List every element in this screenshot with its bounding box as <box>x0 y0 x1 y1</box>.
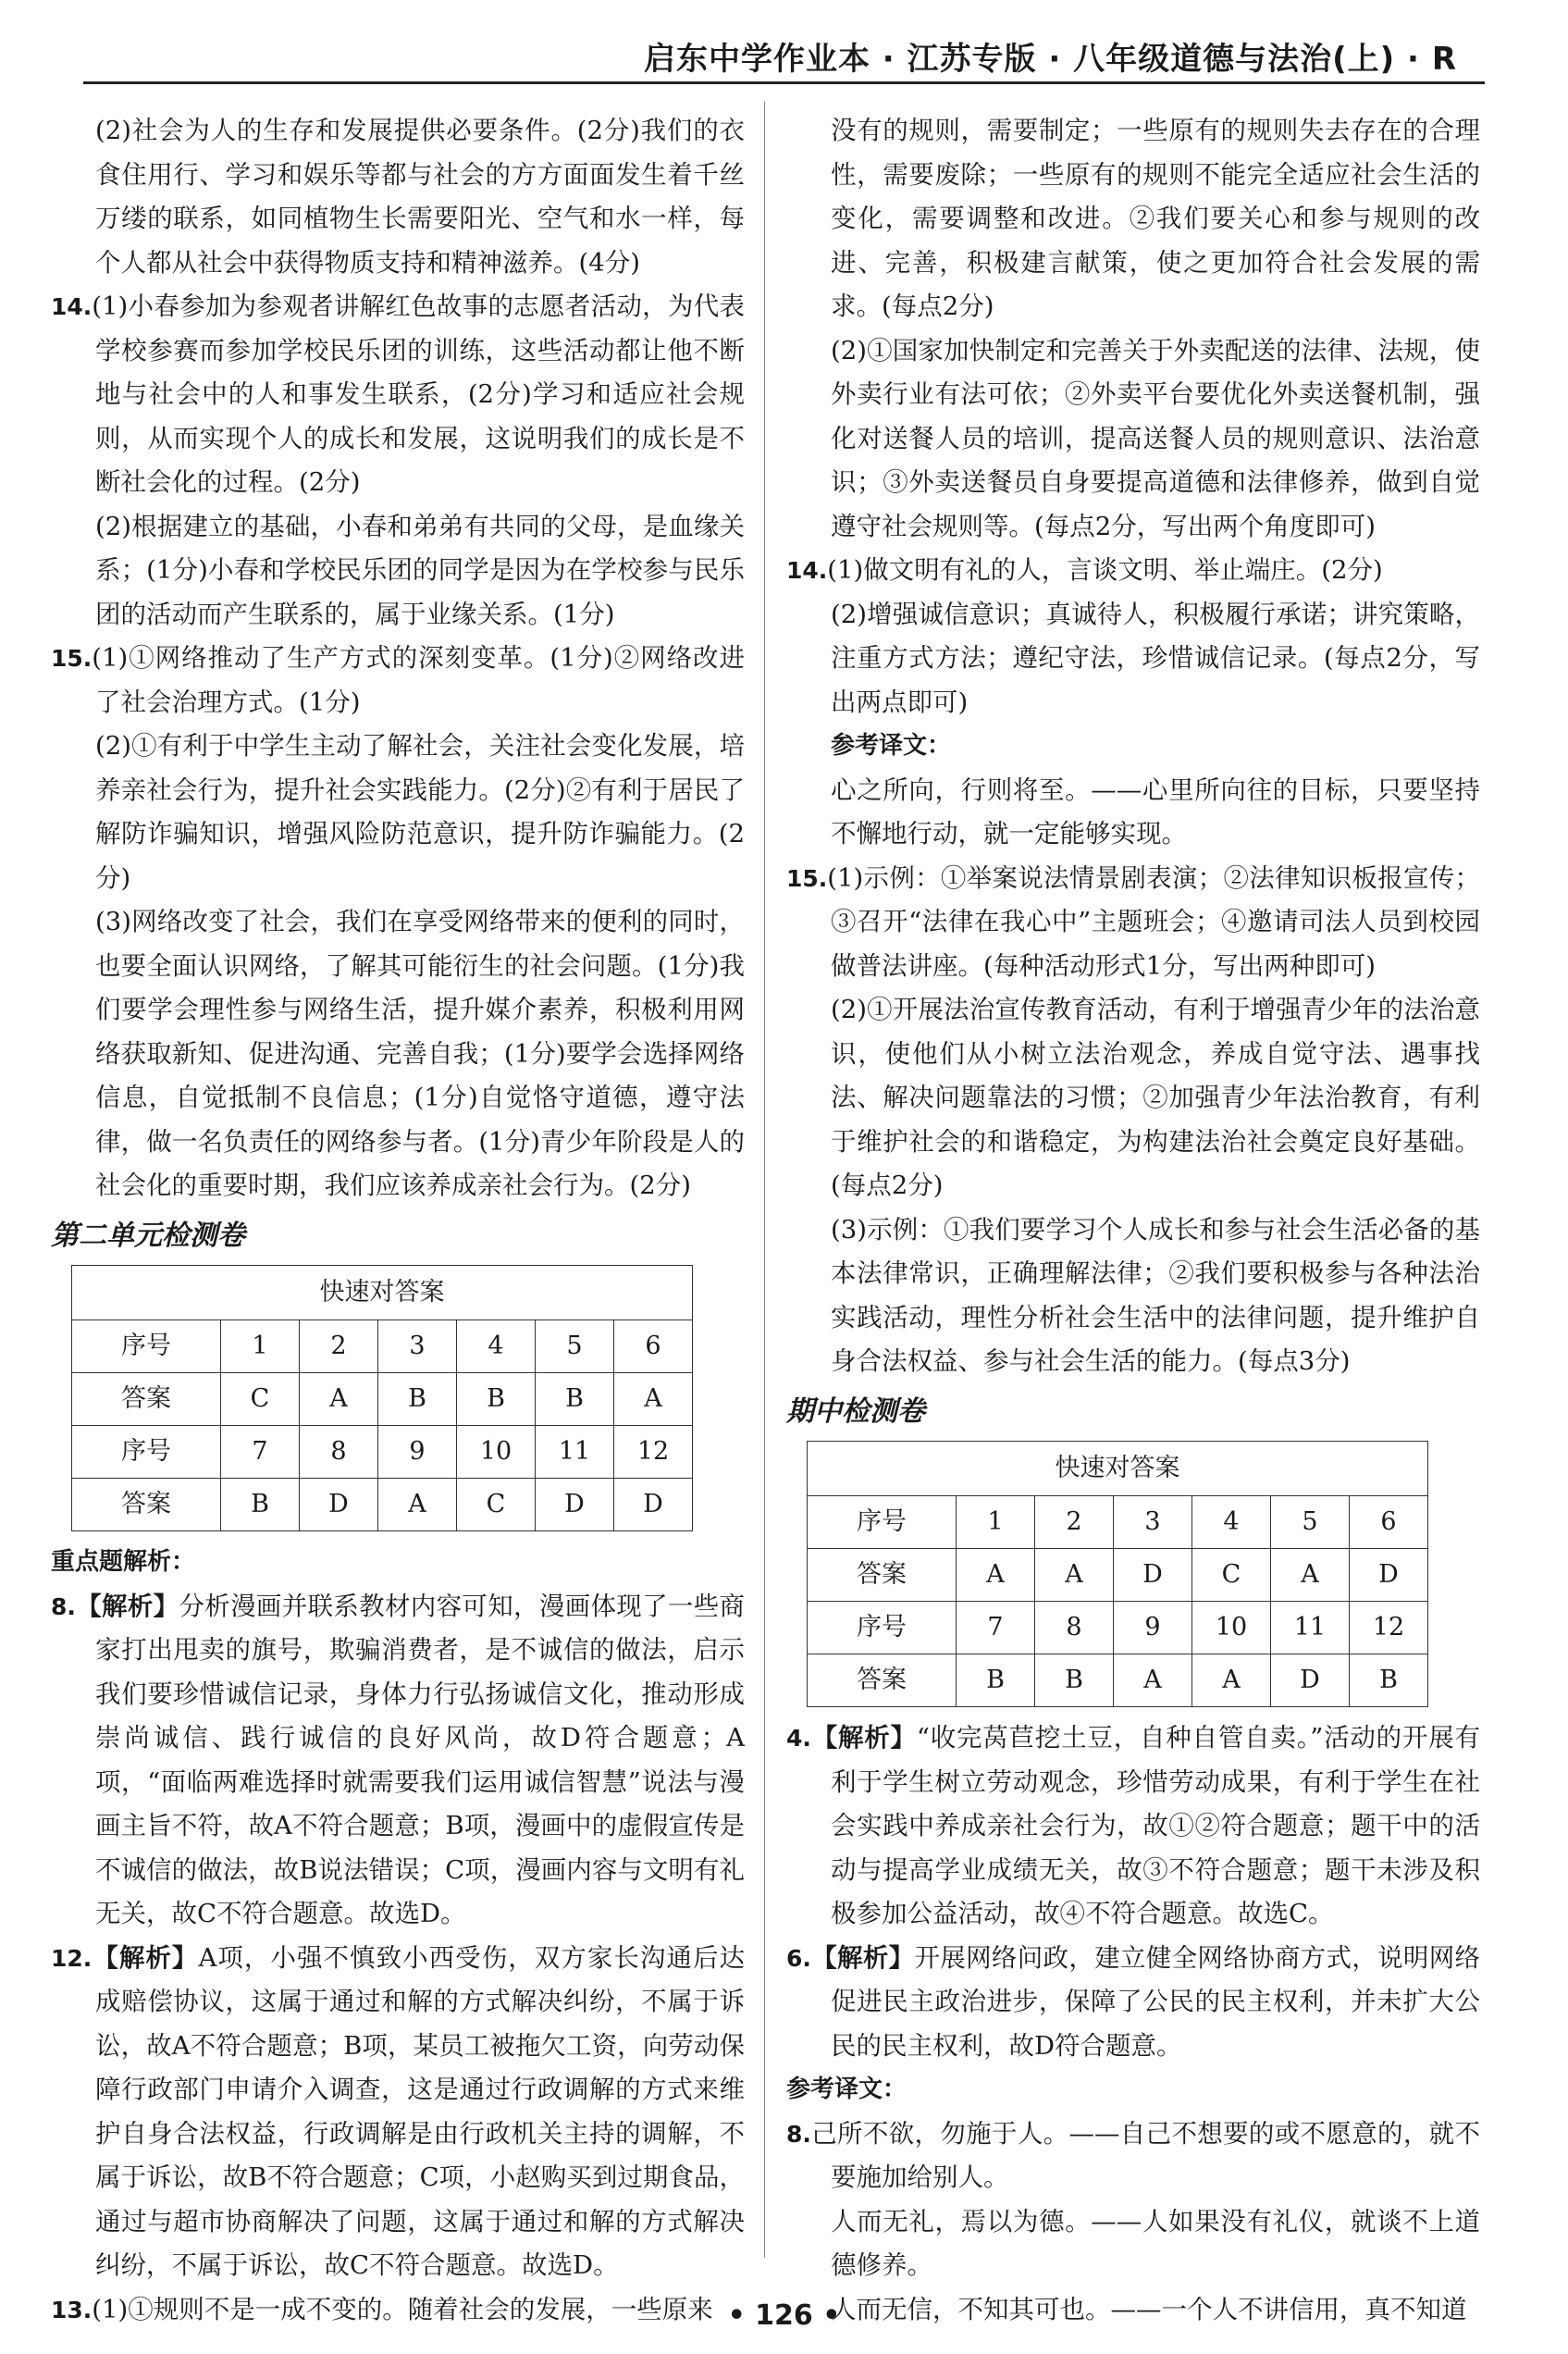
table-cell: 12 <box>614 1426 693 1479</box>
table-cell: 7 <box>221 1426 300 1479</box>
table-cell: C <box>221 1373 300 1426</box>
quick-answer-table-midterm <box>807 1441 1428 1707</box>
answer-14-1: (1)做文明有礼的人，言谈文明、举止端庄。(2分) <box>827 555 1383 585</box>
translation-8-a: 己所不欲，勿施于人。——自己不想要的或不愿意的，就不要施加给别人。 <box>810 2118 1480 2192</box>
table-cell: D <box>1114 1549 1192 1602</box>
table-cell: D <box>1350 1549 1428 1602</box>
left-column <box>51 109 745 2332</box>
translation-8 <box>786 2112 1480 2200</box>
answer-13-2: (2)①国家加快制定和完善关于外卖配送的法律、法规，使外卖行业有法可依；②外卖平台要优化外卖送餐机制，强化对送餐人员的培训，提高送餐人员的规则意识、法治意识；③外卖送餐员自身要提高道德和法律修养，做到自觉遵守社会规则等。(每点2分，写出两个角度即可) <box>831 335 1480 541</box>
table-cell: 11 <box>1271 1602 1350 1654</box>
table-cell: 4 <box>457 1320 536 1373</box>
row-label: 序号 <box>72 1320 221 1373</box>
answer-15-1: (1)①网络推动了生产方式的深刻变革。(1分)②网络改进了社会治理方式。(1分) <box>92 643 745 717</box>
answer-15-2: (2)①有利于中学生主动了解社会，关注社会变化发展，培养亲社会行为，提升社会实践能力。(2分)②有利于居民了解防诈骗知识，增强风险防范意识，提升防诈骗能力。(2分) <box>95 731 745 893</box>
table-caption: 快速对答案 <box>808 1442 1428 1496</box>
table-cell: 2 <box>300 1320 378 1373</box>
header-title: 启东中学作业本 · 江苏专版 · 八年级道德与法治(上) · R <box>643 41 1457 78</box>
table-cell: A <box>1192 1654 1271 1707</box>
table-cell: A <box>1271 1549 1350 1602</box>
answer-14-1: (1)小春参加为参观者讲解红色故事的志愿者活动，为代表学校参赛而参加学校民乐团的训练，这些活动都让他不断地与社会中的人和事发生联系，(2分)学习和适应社会规则，从而实现个人的成长和发展，这说明我们的成长是不断社会化的过程。(2分) <box>92 291 745 497</box>
table-row <box>72 1373 693 1426</box>
table-cell: 7 <box>957 1602 1035 1654</box>
answer-14 <box>786 549 1480 593</box>
question-number: 14. <box>51 293 93 320</box>
analysis-4 <box>786 1716 1480 1937</box>
analysis-text: “收完莴苣挖土豆，自种自管自卖。”活动的开展有利于学生树立劳动观念，珍惜劳动成果，有利于学生在社会实践中养成亲社会行为，故①②符合题意；题干中的活动与提高学业成绩无关，故③不符合题意；题干未涉及积极参加公益活动，故④不符合题意。故选C。 <box>831 1723 1480 1928</box>
key-analysis-title: 重点题解析： <box>51 1548 196 1576</box>
answer-15 <box>51 637 745 725</box>
question-number: 15. <box>786 864 828 892</box>
table-cell: C <box>1192 1549 1271 1602</box>
analysis-tag: 【解析】 <box>810 1723 917 1753</box>
question-number: 4. <box>786 1725 811 1752</box>
analysis-tag: 【解析】 <box>75 1591 179 1621</box>
table-cell: 2 <box>1035 1496 1114 1549</box>
table-cell: 12 <box>1350 1602 1428 1654</box>
table-cell: 9 <box>378 1426 457 1479</box>
reference-translation-title: 参考译文： <box>786 2075 907 2103</box>
answer-15-3: (3)网络改变了社会，我们在享受网络带来的便利的同时，也要全面认识网络，了解其可能衍生的社会问题。(1分)我们要学会理性参与网络生活，提升媒介素养，积极利用网络获取新知、促进沟通、完善自我；(1分)要学会选择网络信息，自觉抵制不良信息；(1分)自觉恪守道德，遵守法律，做一名负责任的网络参与者。(1分)青少年阶段是人的社会化的重要时期，我们应该养成亲社会行为。(2分) <box>95 907 745 1200</box>
analysis-tag: 【解析】 <box>92 1942 199 1973</box>
table-cell: A <box>378 1479 457 1531</box>
table-cell: 5 <box>536 1320 614 1373</box>
reference-translation: 心之所向，行则将至。——心里所向往的目标，只要坚持不懈地行动，就一定能够实现。 <box>831 774 1480 849</box>
table-cell: A <box>1035 1549 1114 1602</box>
table-cell: B <box>457 1373 536 1426</box>
table-cell: A <box>614 1373 693 1426</box>
question-number: 12. <box>51 1944 93 1972</box>
analysis-text: A项，小强不慎致小西受伤，双方家长沟通后达成赔偿协议，这属于通过和解的方式解决纠纷，不属于诉讼，故A不符合题意；B项，某员工被拖欠工资，向劳动保障行政部门申请介入调查，这是通过行政调解的方式来维护自身合法权益，行政调解是由行政机关主持的调解，不属于诉讼，故B不符合题意；C项，小赵购买到过期食品，通过与超市协商解决了问题，这属于通过和解的方式解决纠纷，不属于诉讼，故C不符合题意。故选D。 <box>95 1942 746 2280</box>
question-number: 13. <box>51 2296 93 2323</box>
analysis-12 <box>51 1937 745 2288</box>
table-row <box>808 1602 1428 1654</box>
answer-15 <box>786 857 1480 989</box>
answer-15-1: (1)示例：①举案说法情景剧表演；②法律知识板报宣传；③召开“法律在我心中”主题班会；④邀请司法人员到校园做普法讲座。(每种活动形式1分，写出两种即可) <box>827 862 1480 981</box>
table-row <box>808 1549 1428 1602</box>
table-cell: A <box>300 1373 378 1426</box>
table-cell: 10 <box>457 1426 536 1479</box>
table-row <box>808 1654 1428 1707</box>
answer-14-2: (2)根据建立的基础，小春和弟弟有共同的父母，是血缘关系；(1分)小春和学校民乐团的同学是因为在学校参与民乐团的活动而产生联系的，属于业缘关系。(1分) <box>95 511 745 629</box>
row-label: 答案 <box>72 1373 221 1426</box>
table-cell: B <box>1035 1654 1114 1707</box>
row-label: 答案 <box>72 1479 221 1531</box>
table-cell: 3 <box>378 1320 457 1373</box>
question-number: 14. <box>786 557 828 584</box>
table-cell: B <box>536 1373 614 1426</box>
table-cell: C <box>457 1479 536 1531</box>
table-cell: B <box>957 1654 1035 1707</box>
table-cell: B <box>1350 1654 1428 1707</box>
table-cell: 6 <box>1350 1496 1428 1549</box>
row-label: 答案 <box>808 1654 957 1707</box>
reference-translation-title: 参考译文： <box>831 732 952 760</box>
answer-13-1-cont: 没有的规则，需要制定；一些原有的规则失去存在的合理性，需要废除；一些原有的规则不能完全适应社会生活的变化，需要调整和改进。②我们要关心和参与规则的改进、完善，积极建言献策，使之更加符合社会发展的需求。(每点2分) <box>831 116 1480 321</box>
table-cell: 11 <box>536 1426 614 1479</box>
row-label: 序号 <box>72 1426 221 1479</box>
table-cell: 5 <box>1271 1496 1350 1549</box>
table-cell: 1 <box>221 1320 300 1373</box>
question-number: 8. <box>786 2120 811 2148</box>
table-cell: 6 <box>614 1320 693 1373</box>
page-header <box>83 26 1485 84</box>
analysis-8 <box>51 1585 745 1937</box>
table-caption: 快速对答案 <box>72 1266 693 1320</box>
table-cell: 4 <box>1192 1496 1271 1549</box>
translation-8-c: 人而无信，不知其可也。——一个人不讲信用，真不知道 <box>831 2294 1467 2324</box>
question-number: 15. <box>51 645 93 672</box>
section-title-unit2: 第二单元检测卷 <box>51 1219 245 1252</box>
answer-13-1: (1)①规则不是一成不变的。随着社会的发展，一些原来 <box>92 2294 713 2324</box>
analysis-tag: 【解析】 <box>810 1942 915 1973</box>
table-row <box>808 1496 1428 1549</box>
table-cell: A <box>1114 1654 1192 1707</box>
table-row <box>72 1426 693 1479</box>
row-label: 序号 <box>808 1496 957 1549</box>
table-cell: 9 <box>1114 1602 1192 1654</box>
analysis-text: 分析漫画并联系教材内容可知，漫画体现了一些商家打出甩卖的旗号，欺骗消费者，是不诚信的做法，启示我们要珍惜诚信记录，身体力行弘扬诚信文化，推动形成崇尚诚信、践行诚信的良好风尚，故D符合题意；A项，“面临两难选择时就需要我们运用诚信智慧”说法与漫画主旨不符，故A不符合题意；B项，漫画中的虚假宣传是不诚信的做法，故B说法错误；C项，漫画内容与文明有礼无关，故C不符合题意。故选D。 <box>95 1591 746 1928</box>
row-label: 答案 <box>808 1549 957 1602</box>
table-cell: D <box>300 1479 378 1531</box>
table-cell: 3 <box>1114 1496 1192 1549</box>
row-label: 序号 <box>808 1602 957 1654</box>
page-number: • 126 • <box>727 2299 841 2332</box>
table-cell: D <box>536 1479 614 1531</box>
question-number: 6. <box>786 1944 811 1972</box>
quick-answer-table-unit2 <box>71 1265 693 1531</box>
table-row <box>72 1320 693 1373</box>
right-column <box>786 109 1480 2332</box>
table-cell: D <box>1271 1654 1350 1707</box>
analysis-6 <box>786 1937 1480 2069</box>
translation-8-b: 人而无礼，焉以为德。——人如果没有礼仪，就谈不上道德修养。 <box>831 2206 1480 2280</box>
table-cell: B <box>221 1479 300 1531</box>
table-cell: 8 <box>300 1426 378 1479</box>
table-cell: D <box>614 1479 693 1531</box>
answer-13-2: (2)社会为人的生存和发展提供必要条件。(2分)我们的衣食住用行、学习和娱乐等都与社会的方方面面发生着千丝万缕的联系，如同植物生长需要阳光、空气和水一样，每个人都从社会中获得物质支持和精神滋养。(4分) <box>95 116 745 278</box>
analysis-text: 开展网络问政，建立健全网络协商方式，说明网络促进民主政治进步，保障了公民的民主权利，并未扩大公民的民主权利，故D符合题意。 <box>831 1942 1481 2061</box>
answer-15-2: (2)①开展法治宣传教育活动，有利于增强青少年的法治意识，使他们从小树立法治观念，养成自觉守法、遇事找法、解决问题靠法的习惯；②加强青少年法治教育，有利于维护社会的和谐稳定，为构建法治社会奠定良好基础。(每点2分) <box>831 995 1480 1200</box>
table-row <box>72 1479 693 1531</box>
table-cell: 8 <box>1035 1602 1114 1654</box>
answer-14 <box>51 285 745 505</box>
table-cell: A <box>957 1549 1035 1602</box>
table-cell: 10 <box>1192 1602 1271 1654</box>
table-cell: 1 <box>957 1496 1035 1549</box>
table-cell: B <box>378 1373 457 1426</box>
answer-14-2: (2)增强诚信意识；真诚待人，积极履行承诺；讲究策略，注重方式方法；遵纪守法，珍惜诚信记录。(每点2分，写出两点即可) <box>831 599 1480 717</box>
answer-15-3: (3)示例：①我们要学习个人成长和参与社会生活必备的基本法律常识，正确理解法律；②我们要积极参与各种法治实践活动，理性分析社会生活中的法律问题，提升维护自身合法权益、参与社会生活的能力。(每点3分) <box>831 1214 1480 1376</box>
question-number: 8. <box>51 1592 76 1620</box>
section-title-midterm: 期中检测卷 <box>786 1394 925 1428</box>
column-divider <box>764 102 765 2258</box>
